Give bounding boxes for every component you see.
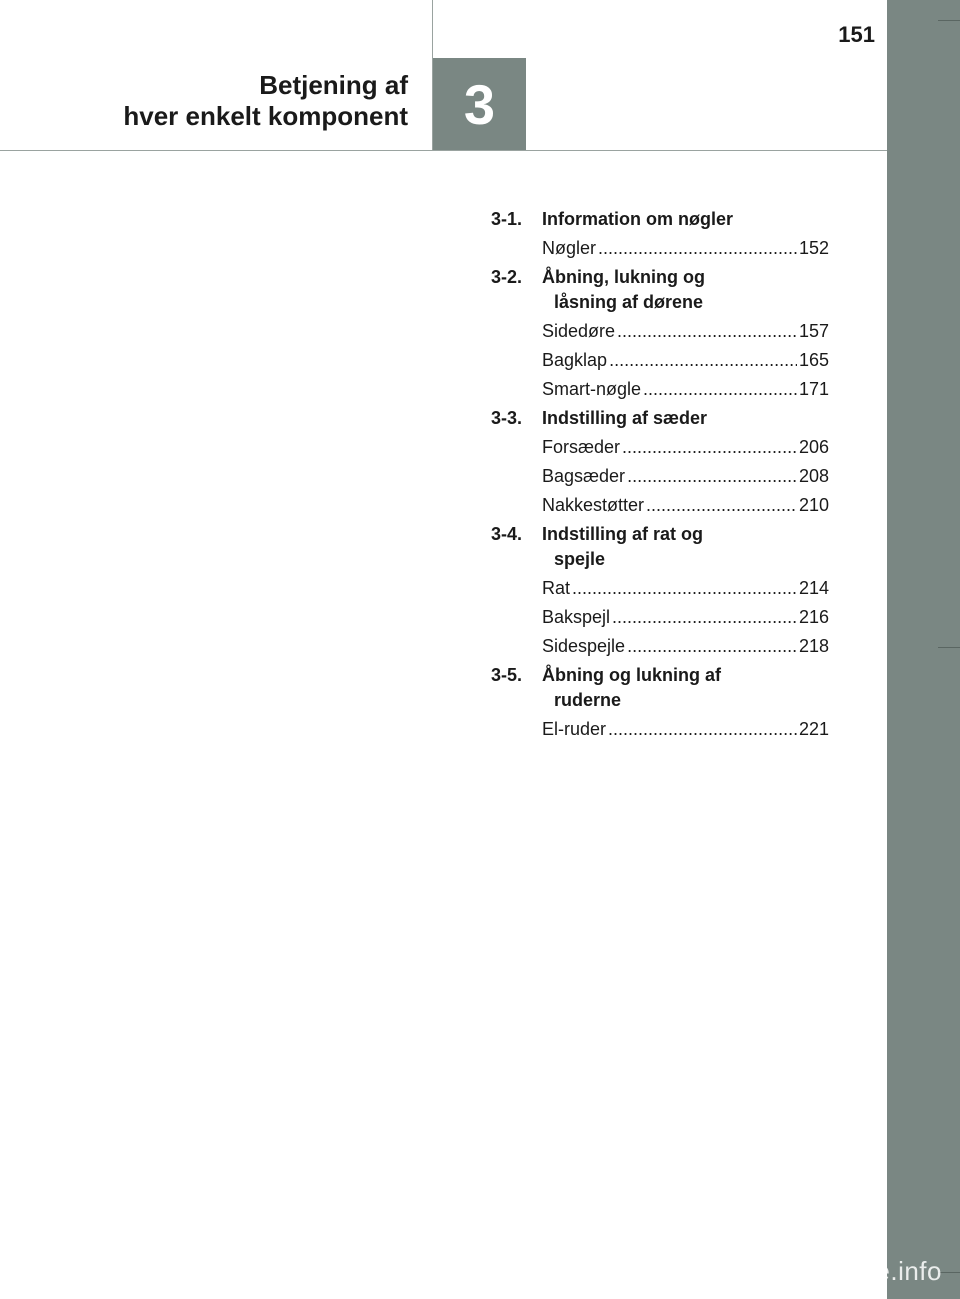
toc-section-heading[interactable] (491, 663, 829, 713)
section-number: 3-1. (491, 209, 523, 229)
tick-mark (938, 647, 960, 648)
dot-leader (608, 717, 797, 742)
section-title-line2: ruderne (554, 690, 622, 710)
toc-entry-page: 208 (798, 466, 829, 486)
section-title-line2: spejle (554, 549, 606, 569)
watermark: carmanualsonline.info (678, 1256, 942, 1286)
toc-section (491, 663, 829, 742)
toc-entry-label: Sidespejle (542, 636, 626, 656)
section-title-line1: Åbning og lukning af (542, 665, 721, 685)
toc-entry-label: Nøgler (542, 238, 597, 258)
section-title (542, 207, 733, 232)
toc-entry[interactable] (491, 236, 829, 261)
toc-entry-label: Forsæder (542, 437, 621, 457)
page-number: 151 (838, 22, 875, 47)
toc-entry[interactable] (491, 493, 829, 518)
section-number: 3-3. (491, 408, 523, 428)
toc-entry-page: 210 (798, 495, 829, 515)
toc-entry-label: Bakspejl (542, 607, 611, 627)
toc-section (491, 265, 829, 402)
toc-entry-page: 218 (798, 636, 829, 656)
toc-entry-label: Rat (542, 578, 571, 598)
dot-leader (627, 634, 797, 659)
chapter-title-line1: Betjening af (259, 70, 408, 100)
toc-section (491, 406, 829, 518)
chapter-title (123, 70, 408, 132)
section-number: 3-2. (491, 267, 523, 287)
section-number: 3-5. (491, 665, 523, 685)
toc-entry-label: Sidedøre (542, 321, 616, 341)
toc-entry[interactable] (491, 464, 829, 489)
dot-leader (643, 377, 797, 402)
toc-entry-page: 157 (798, 321, 829, 341)
dot-leader (612, 605, 797, 630)
tick-mark (938, 20, 960, 21)
dot-leader (627, 464, 797, 489)
toc-entry[interactable] (491, 348, 829, 373)
toc-entry[interactable] (491, 319, 829, 344)
toc-entry-label: Bagsæder (542, 466, 626, 486)
toc-entry[interactable] (491, 435, 829, 460)
toc-section-heading[interactable] (491, 522, 829, 572)
toc-entry-label: El-ruder (542, 719, 607, 739)
toc-entry-page: 221 (798, 719, 829, 739)
dot-leader (622, 435, 797, 460)
toc-entry-page: 165 (798, 350, 829, 370)
section-title-line1: Indstilling af rat og (542, 524, 703, 544)
toc-entry-page: 206 (798, 437, 829, 457)
section-title (542, 406, 707, 431)
side-bar (887, 0, 960, 1299)
toc-entry[interactable] (491, 377, 829, 402)
section-number: 3-4. (491, 524, 523, 544)
toc-entry-label: Smart-nøgle (542, 379, 642, 399)
chapter-number-badge: 3 (433, 58, 526, 150)
section-title (542, 265, 705, 315)
toc-section-heading[interactable] (491, 207, 829, 232)
toc-section-heading[interactable] (491, 265, 829, 315)
toc-entry-label: Bagklap (542, 350, 608, 370)
dot-leader (617, 319, 797, 344)
section-title (542, 663, 721, 713)
toc-entry[interactable] (491, 576, 829, 601)
toc-entry-page: 171 (798, 379, 829, 399)
dot-leader (609, 348, 797, 373)
header-divider-horizontal (0, 150, 887, 151)
toc-entry-page: 216 (798, 607, 829, 627)
toc-section (491, 522, 829, 659)
dot-leader (598, 236, 797, 261)
table-of-contents (491, 207, 829, 746)
toc-entry-page: 214 (798, 578, 829, 598)
toc-entry-label: Nakkestøtter (542, 495, 645, 515)
section-title-line1: Information om nøgler (542, 209, 733, 229)
toc-section (491, 207, 829, 261)
dot-leader (646, 493, 797, 518)
section-title (542, 522, 703, 572)
chapter-title-line2: hver enkelt komponent (123, 101, 408, 131)
section-title-line1: Indstilling af sæder (542, 408, 708, 428)
toc-entry-page: 152 (798, 238, 829, 258)
section-title-line2: låsning af dørene (554, 292, 704, 312)
dot-leader (572, 576, 797, 601)
toc-section-heading[interactable] (491, 406, 829, 431)
toc-entry[interactable] (491, 717, 829, 742)
toc-entry[interactable] (491, 605, 829, 630)
toc-entry[interactable] (491, 634, 829, 659)
section-title-line1: Åbning, lukning og (542, 267, 705, 287)
